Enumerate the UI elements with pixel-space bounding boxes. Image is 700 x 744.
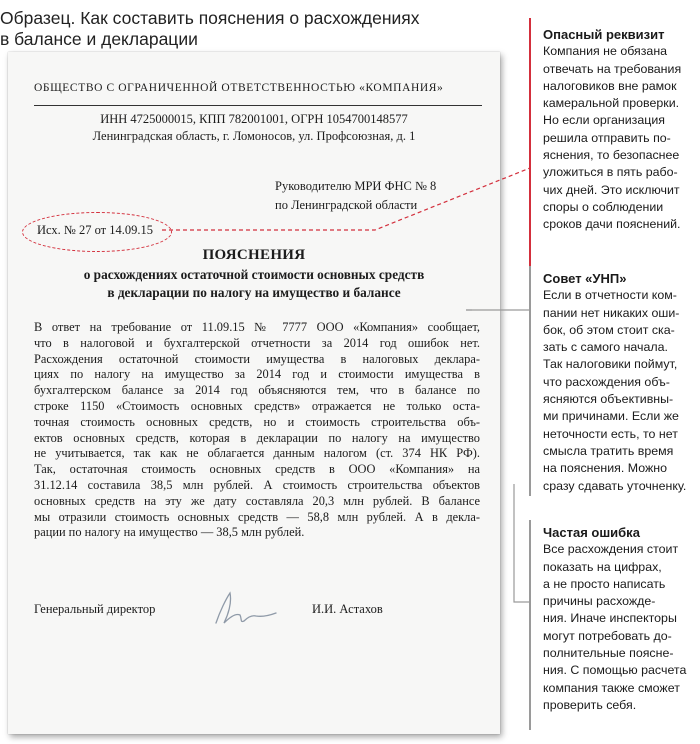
callout-line: бок, об этом стоит ска-: [543, 322, 675, 337]
body-line: Расхождения остаточной стоимости имущества в налоговых деклара-: [34, 351, 480, 366]
body-line: циях по налогу на имущество за 2014 год и стоимости имущества в: [34, 367, 480, 382]
callout-line: уложиться в пять рабо-: [543, 165, 678, 180]
callout-heading: Частая ошибка: [543, 525, 640, 540]
callout-line: полнительные поясне-: [543, 646, 674, 661]
org-name: ОБЩЕСТВО С ОГРАНИЧЕННОЙ ОТВЕТСТВЕННОСТЬЮ «КОМПАНИЯ»: [34, 82, 444, 94]
callout-line: смысла тратить время: [543, 443, 674, 458]
callout-line: ния. Иначе инспекторы: [543, 611, 677, 626]
callout-line: Компания не обязана: [543, 44, 668, 59]
header-line: Образец. Как составить пояснения о расхождениях: [0, 8, 420, 28]
body-line: Так, остаточная стоимость основных средств в ООО «Компания» на: [34, 462, 480, 477]
body-line: что в налоговой и бухгалтерской отчетности за 2014 год ошибок нет.: [34, 335, 480, 350]
callout-heading: Опасный реквизит: [543, 27, 665, 42]
callout-line: чих дней. Это исключит: [543, 182, 680, 197]
callout-line: камеральной проверки.: [543, 96, 680, 111]
callout-line: неточности есть, то нет: [543, 426, 678, 441]
body-line: рации по налогу на имущество — 38,5 млн рублей.: [34, 525, 305, 540]
body-line: строке 1150 «Стоимость основных средств» отражается не только оста-: [34, 398, 480, 413]
header-line: в балансе и декларации: [0, 29, 198, 49]
callout-line: Так налоговики поймут,: [543, 357, 678, 372]
requisites-address: Ленинградская область, г. Ломоносов, ул. Профсоюзная, д. 1: [92, 129, 416, 143]
outgoing-number: Исх. № 27 от 14.09.15: [37, 223, 154, 237]
callout-line: Но если организация: [543, 113, 665, 128]
signature-position: Генеральный директор: [34, 602, 156, 616]
body-line: 31.12.14 составила 38,5 млн рублей. А стоимость строительства объектов: [34, 477, 480, 492]
callout-line: причины расхожде-: [543, 594, 656, 609]
callout-line: показать на цифрах,: [543, 559, 662, 574]
body-line: мы отразили стоимость основных средств — 58,8 млн рублей. А в декла-: [34, 509, 480, 524]
callout-line: споры о соблюдении: [543, 199, 664, 214]
callout-line: ми причинами. Если же: [543, 409, 679, 424]
callout-line: а не просто написать: [543, 576, 666, 591]
callout-line: сразу сдавать уточненку.: [543, 478, 687, 493]
callout-line: решила отправить по-: [543, 130, 671, 145]
callout-common-mistake: [543, 524, 700, 714]
body-line: не учитывается, так как не облагается данным налогом (ст. 374 НК РФ).: [34, 446, 480, 461]
callout-bar-grey: [529, 266, 531, 496]
body-line: В ответ на требование от 11.09.15 № 7777 ООО «Компания» сообщает,: [34, 320, 480, 334]
doc-subtitle: в декларации по налогу на имущество и балансе: [107, 285, 401, 300]
requisites-ids: ИНН 4725000015, КПП 782001001, ОГРН 1054700148577: [100, 112, 408, 126]
callout-unp-advice: [543, 270, 700, 495]
callout-line: что расхождения объ-: [543, 374, 670, 389]
connector-grey: [514, 484, 530, 602]
body-line: основных средств на эту же дату составляла 20,3 млн рублей. В балансе: [34, 493, 480, 508]
callout-dangerous-requisite: [543, 26, 700, 234]
connector-red: [162, 168, 530, 230]
callout-line: ясняются объективны-: [543, 392, 674, 407]
callout-heading: Совет «УНП»: [543, 271, 627, 286]
callout-line: компания также сможет: [543, 680, 680, 695]
body-line: точная стоимость основных средств, но и стоимость строительства объ-: [34, 414, 480, 429]
callout-line: Если в отчетности ком-: [543, 288, 677, 303]
callout-line: проверить себя.: [543, 697, 637, 712]
callout-line: могут потребовать до-: [543, 628, 672, 643]
callout-bar-red: [529, 18, 531, 270]
callout-line: отвечать на требования: [543, 61, 682, 76]
callout-bar-grey: [529, 520, 531, 730]
callout-line: ния. С помощью расчета: [543, 663, 687, 678]
doc-subtitle: о расхождениях остаточной стоимости основных средств: [83, 267, 425, 282]
callout-line: Все расхождения стоит: [543, 542, 679, 557]
addressee-line: по Ленинградской области: [275, 198, 418, 212]
doc-title: ПОЯСНЕНИЯ: [202, 247, 306, 263]
addressee-line: Руководителю МРИ ФНС № 8: [275, 179, 437, 193]
body-line: ектов основных средств, которая в декларации по налогу на имущество: [34, 430, 480, 445]
callout-line: зать с самого начала.: [543, 340, 668, 355]
callout-line: сроков дачи пояснений.: [543, 217, 681, 232]
callout-line: налоговиков вне рамок: [543, 78, 677, 93]
signature-name: И.И. Астахов: [312, 602, 383, 616]
callout-line: яснения, то безопаснее: [543, 148, 680, 163]
callout-line: на пояснения. Можно: [543, 461, 668, 476]
body-line: бухгалтерском балансе за 2014 год объясняются тем, что в балансе по: [34, 383, 480, 398]
callout-line: пании нет никаких оши-: [543, 305, 680, 320]
